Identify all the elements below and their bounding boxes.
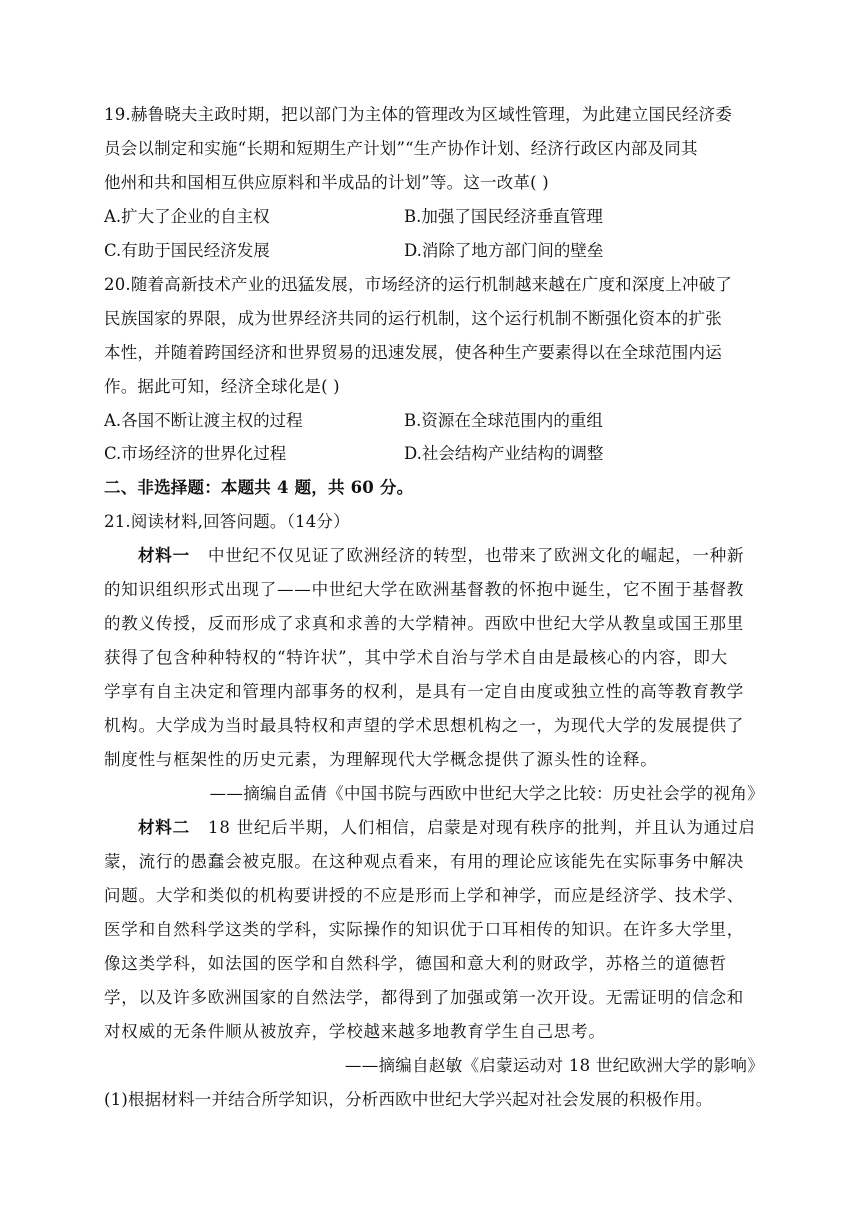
material-2-text: 18 世纪后半期，人们相信，启蒙是对现有秩序的批判，并且认为通过启 <box>208 818 756 837</box>
material-1-line: 制度性与框架性的历史元素，为理解现代大学概念提供了源头性的诠释。 <box>104 750 658 769</box>
q20-line-3: 本性，并随着跨国经济和世界贸易的迅速发展，使各种生产要素得以在全球范围内运 <box>104 343 722 362</box>
q20-option-b: B.资源在全球范围内的重组 <box>404 411 603 430</box>
material-2-line: 问题。大学和类似的机构要讲授的不应是形而上学和神学，而应是经济学、技术学、 <box>104 886 745 905</box>
material-1-first-line <box>104 545 764 567</box>
material-1-label: 材料一 <box>138 546 190 565</box>
material-1-line: 学享有自主决定和管理内部事务的权利，是具有一定自由度或独立性的高等教育教学 <box>104 682 745 701</box>
q20-option-a: A.各国不断让渡主权的过程 <box>104 411 303 430</box>
q20-option-c: C.市场经济的世界化过程 <box>104 444 287 463</box>
material-2-first-line <box>104 817 764 839</box>
material-2-line: 蒙，流行的愚蠢会被克服。在这种观点看来，有用的理论应该能先在实际事务中解决 <box>104 852 745 871</box>
material-1-line: 的教义传授，反而形成了求真和求善的大学精神。西欧中世纪大学从教皇或国王那里 <box>104 614 745 633</box>
material-1-line: 的知识组织形式出现了——中世纪大学在欧洲基督教的怀抱中诞生，它不囿于基督教 <box>104 580 745 599</box>
material-1-line: 机构。大学成为当时最具特权和声望的学术思想机构之一，为现代大学的发展提供了 <box>104 716 745 735</box>
q19-option-b: B.加强了国民经济垂直管理 <box>404 207 603 226</box>
material-1-text: 中世纪不仅见证了欧洲经济的转型，也带来了欧洲文化的崛起，一种新 <box>208 546 745 565</box>
q19-line-1: 19.赫鲁晓夫主政时期，把以部门为主体的管理改为区域性管理，为此建立国民经济委 <box>104 105 733 124</box>
q19-line-3: 他州和共和国相互供应原料和半成品的计划”等。这一改革( ) <box>104 173 549 192</box>
q21-intro: 21.阅读材料,回答问题。（14分） <box>104 512 350 531</box>
q19-option-c: C.有助于国民经济发展 <box>104 241 270 260</box>
section-heading: 二、非选择题：本题共 4 题，共 60 分。 <box>104 478 414 497</box>
q20-option-d: D.社会结构产业结构的调整 <box>404 444 604 463</box>
material-1-source: ——摘编自孟倩《中国书院与西欧中世纪大学之比较：历史社会学的视角》 <box>209 784 764 803</box>
material-2-line: 学，以及许多欧洲国家的自然法学，都得到了加强或第一次开设。无需证明的信念和 <box>104 988 745 1007</box>
material-2-line: 医学和自然科学这类的学科，实际操作的知识优于口耳相传的知识。在许多大学里， <box>104 920 745 939</box>
material-2-label: 材料二 <box>138 818 190 837</box>
q19-option-a: A.扩大了企业的自主权 <box>104 207 270 226</box>
material-2-source: ——摘编自赵敏《启蒙运动对 18 世纪欧洲大学的影响》 <box>344 1056 764 1075</box>
q20-line-2: 民族国家的界限，成为世界经济共同的运行机制，这个运行机制不断强化资本的扩张 <box>104 309 722 328</box>
material-2-line: 像这类学科，如法国的医学和自然科学，德国和意大利的财政学，苏格兰的道德哲 <box>104 954 727 973</box>
q20-line-1: 20.随着高新技术产业的迅猛发展，市场经济的运行机制越来越在广度和深度上冲破了 <box>104 275 733 294</box>
q20-line-4: 作。据此可知，经济全球化是( ) <box>104 377 340 396</box>
q19-option-d: D.消除了地方部门间的壁垒 <box>404 241 604 260</box>
q19-line-2: 员会以制定和实施“长期和短期生产计划”“生产协作计划、经济行政区内部及同其 <box>104 139 698 158</box>
q21-subquestion-1: (1)根据材料一并结合所学知识，分析西欧中世纪大学兴起对社会发展的积极作用。 <box>104 1090 713 1109</box>
material-1-line: 获得了包含种种特权的“特许状”，其中学术自治与学术自由是最核心的内容，即大 <box>104 648 728 667</box>
material-2-line: 对权威的无条件顺从被放弃，学校越来越多地教育学生自己思考。 <box>104 1022 606 1041</box>
